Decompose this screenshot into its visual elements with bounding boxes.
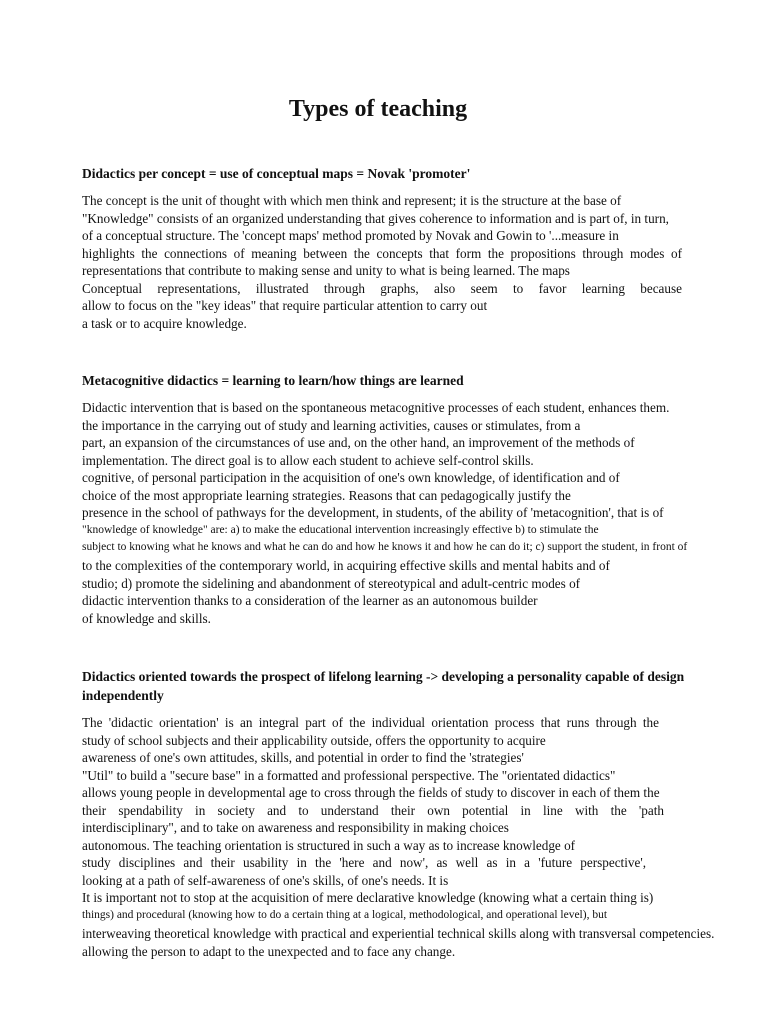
paragraph-line: "Util" to build a "secure base" in a formatted and professional perspective. The "orientated didactics" xyxy=(82,767,616,783)
paragraph-line: to the complexities of the contemporary world, in acquiring effective skills and mental habits and of xyxy=(82,558,610,573)
paragraph-line: highlights the connections of meaning between the concepts that form the propositions through modes of xyxy=(82,245,682,261)
paragraph-line: part, an expansion of the circumstances of use and, on the other hand, an improvement of the methods of xyxy=(82,435,635,450)
paragraph-line: study of school subjects and their applicability outside, offers the opportunity to acquire xyxy=(82,732,546,748)
paragraph-line: It is important not to stop at the acquisition of mere declarative knowledge (knowing what a certain thing is) xyxy=(82,890,654,905)
paragraph-line: interweaving theoretical knowledge with practical and experiential technical skills along with transversal competencies. xyxy=(82,926,715,941)
paragraph-line: things) and procedural (knowing how to do a certain thing at a logical, methodological, and operational level), but xyxy=(82,909,608,921)
paragraph-line: the importance in the carrying out of study and learning activities, causes or stimulates, from a xyxy=(82,417,581,433)
paragraph-line: "Knowledge" consists of an organized understanding that gives coherence to information and is part of, in turn, xyxy=(82,210,669,226)
paragraph-line: subject to knowing what he knows and what he can do and how he knows it and how he can do it; c) support the student, in front of xyxy=(82,541,688,553)
paragraph-line: study disciplines and their usability in the 'here and now', as well as in a 'future perspective', xyxy=(82,855,646,870)
section-heading-concept-maps: Didactics per concept = use of conceptual maps = Novak 'promoter' xyxy=(82,166,471,181)
paragraph-line: allows young people in developmental age to cross through the fields of study to discover in each of them the xyxy=(82,785,660,800)
paragraph-line: presence in the school of pathways for the development, in students, of the ability of 'metacognition', that is of xyxy=(82,505,664,520)
paragraph-line: representations that contribute to making sense and unity to what is being learned. The maps xyxy=(82,263,570,278)
paragraph-line: "knowledge of knowledge" are: a) to make the educational intervention increasingly effective b) to stimulate the xyxy=(82,523,599,536)
paragraph-line: allowing the person to adapt to the unexpected and to face any change. xyxy=(82,943,456,959)
paragraph-line: a task or to acquire knowledge. xyxy=(82,315,247,331)
paragraph-line: implementation. The direct goal is to allow each student to achieve self-control skills. xyxy=(82,452,534,468)
paragraph-line: studio; d) promote the sidelining and abandonment of stereotypical and adult-centric modes of xyxy=(82,575,581,591)
page-title: Types of teaching xyxy=(288,96,468,122)
paragraph-line: choice of the most appropriate learning strategies. Reasons that can pedagogically justify the xyxy=(82,487,571,503)
paragraph-line: Conceptual representations, illustrated through graphs, also seem to favor learning because xyxy=(82,280,682,296)
paragraph-line: allow to focus on the "key ideas" that require particular attention to carry out xyxy=(82,298,488,313)
paragraph-line: looking at a path of self-awareness of one's skills, of one's needs. It is xyxy=(82,872,449,888)
paragraph-line: The 'didactic orientation' is an integral part of the individual orientation process that runs through the xyxy=(82,715,659,730)
paragraph-line: autonomous. The teaching orientation is structured in such a way as to increase knowledge of xyxy=(82,837,576,853)
paragraph-line: of a conceptual structure. The 'concept maps' method promoted by Novak and Gowin to '...measure in xyxy=(82,228,619,243)
paragraph-line: awareness of one's own attitudes, skills, and potential in order to find the 'strategies' xyxy=(82,750,524,765)
paragraph-line: didactic intervention thanks to a consideration of the learner as an autonomous builder xyxy=(82,593,538,608)
paragraph-line: interdisciplinary", and to take on awareness and responsibility in making choices xyxy=(82,820,509,835)
section-heading-metacognitive: Metacognitive didactics = learning to learn/how things are learned xyxy=(82,373,464,388)
paragraph-line: Didactic intervention that is based on the spontaneous metacognitive processes of each student, enhances them. xyxy=(82,400,670,415)
paragraph-line: their spendability in society and to understand their own potential in line with the 'path xyxy=(82,802,664,818)
section-heading-lifelong-learning: Didactics oriented towards the prospect of lifelong learning -> developing a personality capable of design independently xyxy=(82,669,685,703)
paragraph-line: cognitive, of personal participation in the acquisition of one's own knowledge, of identification and of xyxy=(82,470,620,485)
paragraph-line: The concept is the unit of thought with which men think and represent; it is the structure at the base of xyxy=(82,193,622,208)
paragraph-line: of knowledge and skills. xyxy=(82,610,211,626)
